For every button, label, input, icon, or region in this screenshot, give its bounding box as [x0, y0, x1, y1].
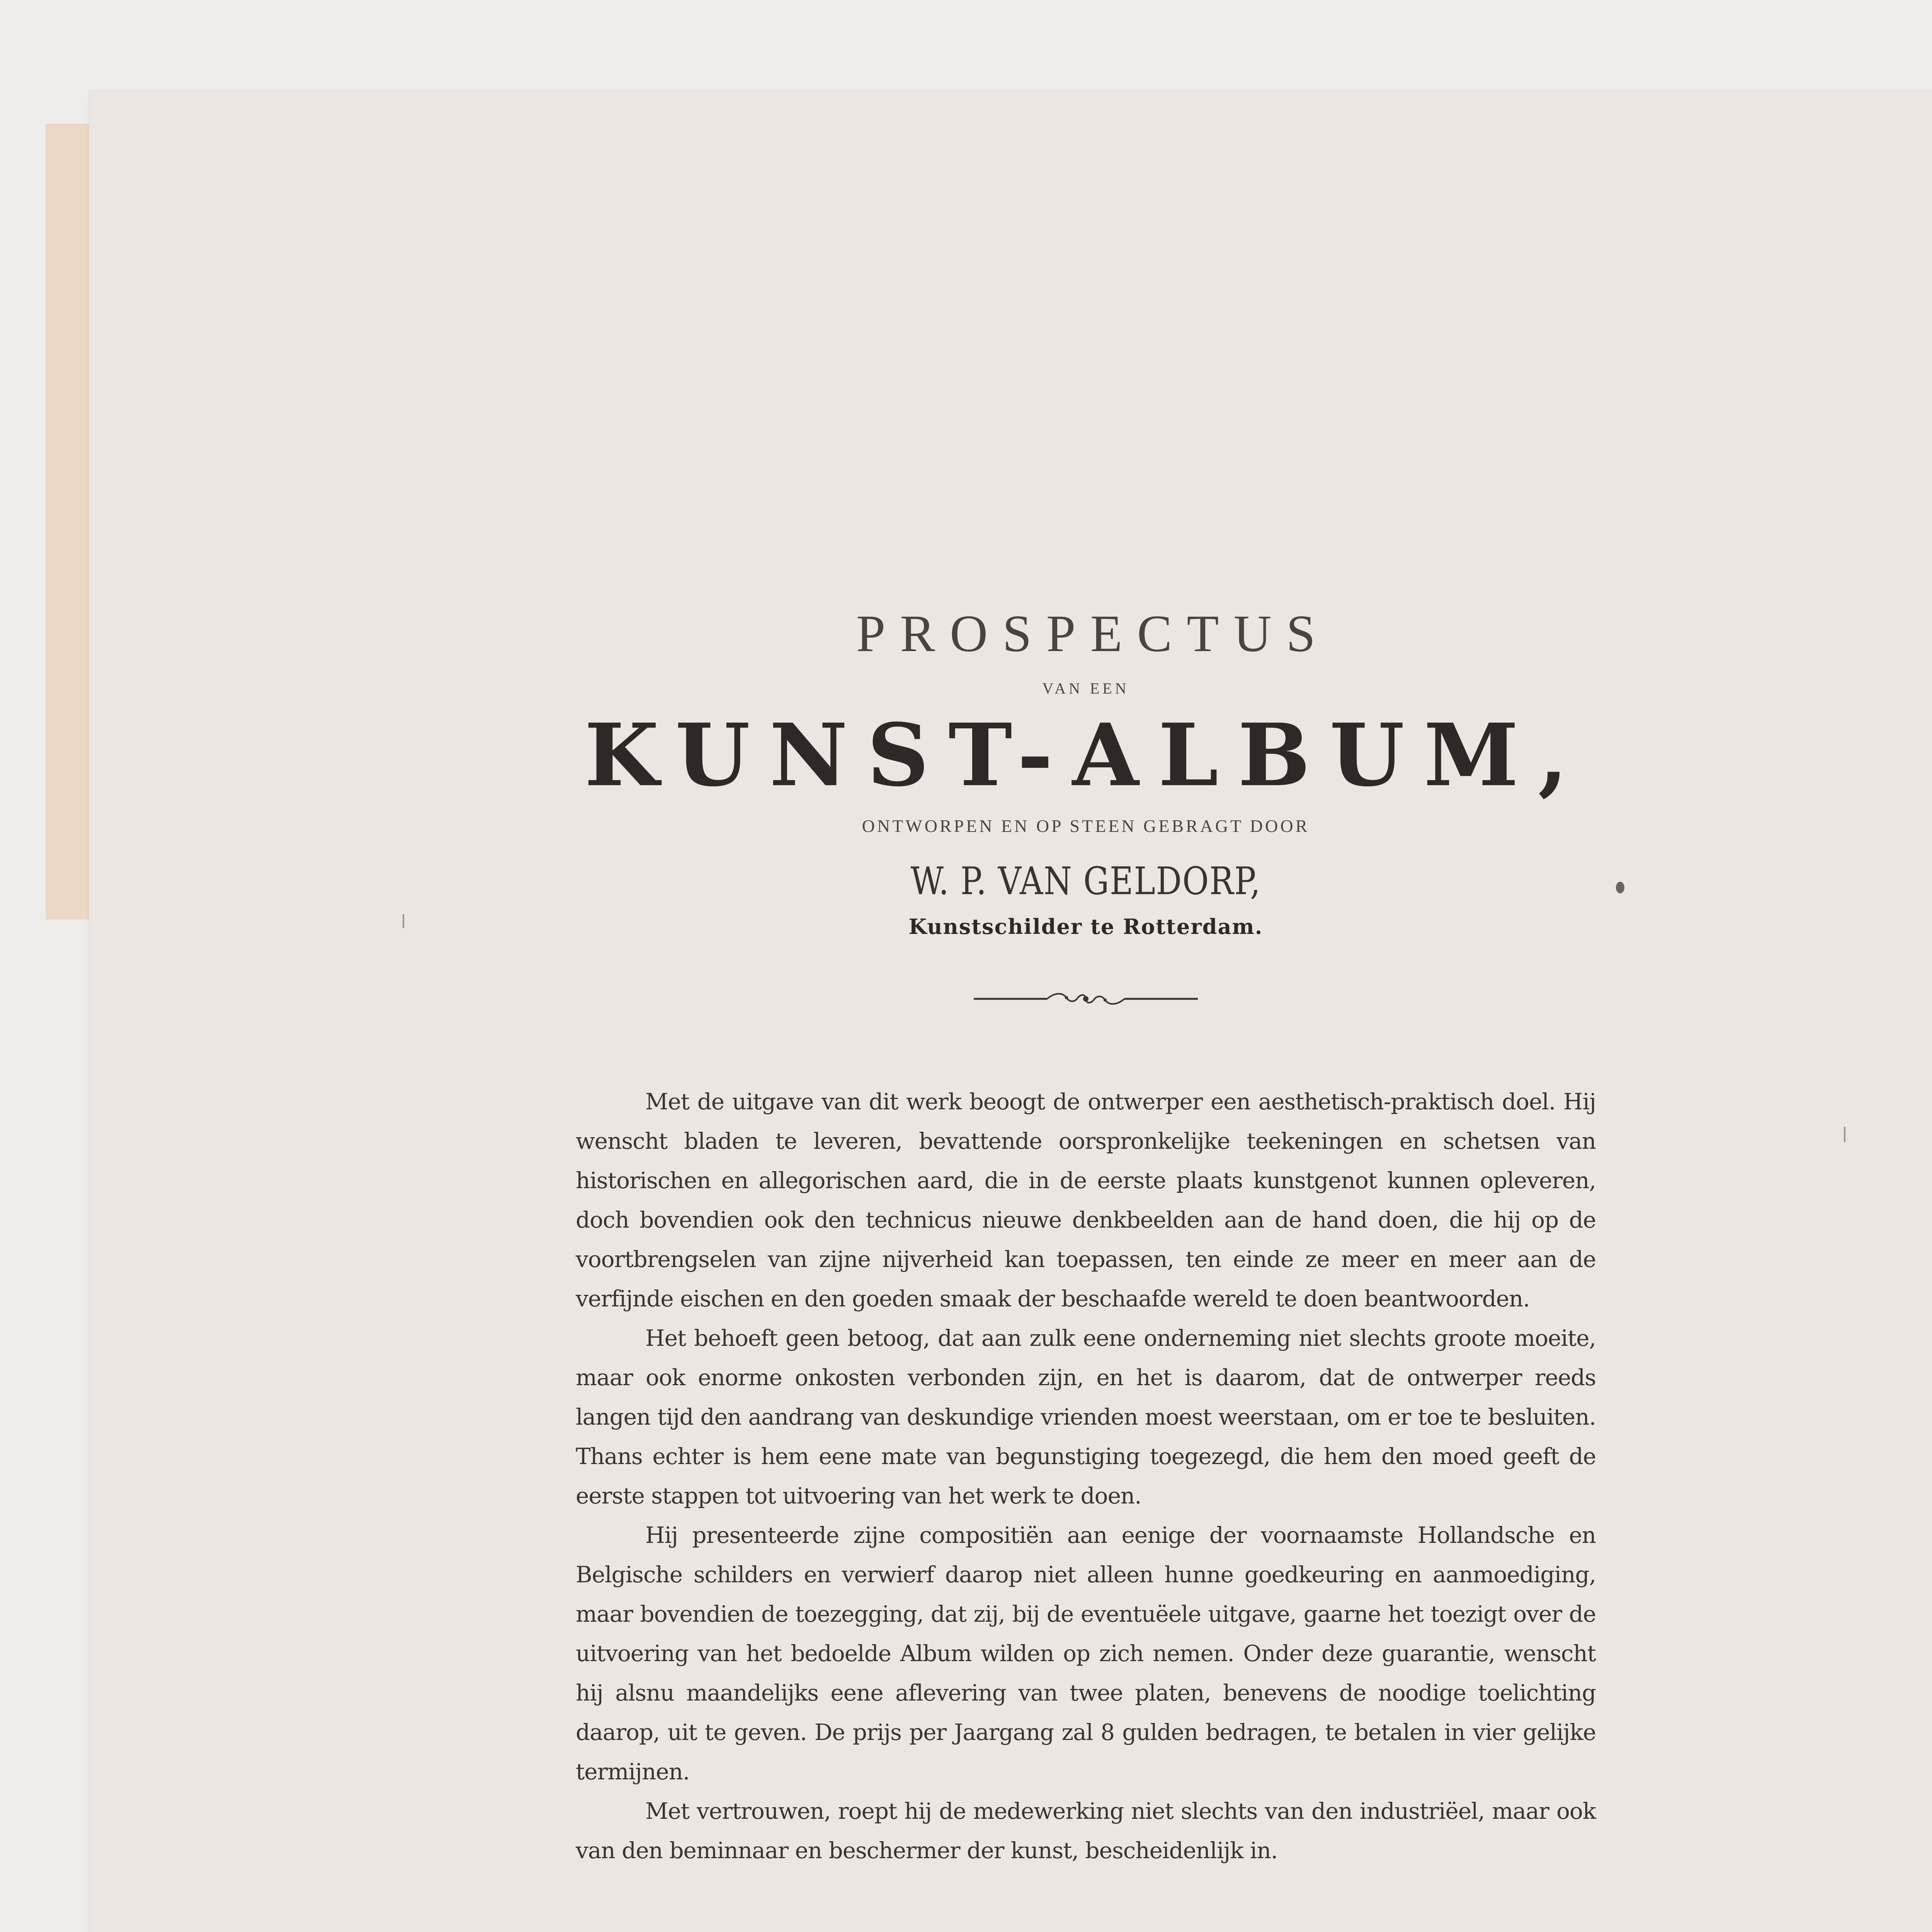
flourish-divider-icon	[970, 989, 1202, 1009]
prospectus-body	[576, 1082, 1596, 1870]
author-name: W. P. VAN GELDORP,	[910, 859, 1261, 903]
body-paragraph: Met vertrouwen, roept hij de medewerking niet slechts van den industriëel, maar ook van den beminnaar en beschermer der kunst, bescheidenlijk in.	[576, 1798, 1596, 1864]
ink-speck	[1616, 882, 1624, 893]
designed-by-line: ONTWORPEN EN OP STEEN GEBRAGT DOOR	[862, 816, 1310, 836]
headline: KUNST-ALBUM,	[584, 705, 1587, 806]
author-role: Kunstschilder te Rotterdam.	[908, 914, 1263, 939]
body-paragraph: Met de uitgave van dit werk beoogt de ontwerper een aesthetisch-praktisch doel. Hij wenscht bladen te leveren, bevattende oorspronkelijke teekeningen en schetsen van historischen en allegorischen aard, die in de eerste plaats kunstgenot kunnen opleveren, doch bovendien ook den technicus nieuwe denkbeelden aan de hand doen, die hij op de voortbrengselen van zijne nijverheid kan toepassen, ten einde ze meer en meer aan de verfijnde eischen en den goeden smaak der beschaafde wereld te doen beantwoorden.	[576, 1088, 1596, 1312]
prospectus-content	[576, 603, 1596, 1932]
ornamental-divider	[576, 989, 1596, 1009]
document-subtitle: VAN EEN	[1042, 680, 1129, 697]
paper-mark	[403, 914, 404, 928]
document-title: PROSPECTUS	[856, 605, 1330, 663]
body-paragraph: Het behoeft geen betoog, dat aan zulk eene onderneming niet slechts groote moeite, maar ook enorme onkosten verbonden zijn, en het is daarom, dat de ontwerper reeds langen tijd den aandrang van deskundige vrienden moest weerstaan, om er toe te besluiten. Thans echter is hem eene mate van begunstiging toegezegd, die hem den moed geeft de eerste stappen tot uitvoering van het werk te doen.	[576, 1325, 1596, 1509]
body-paragraph: Hij presenteerde zijne compositiën aan eenige der voornaamste Hollandsche en Belgische schilders en verwierf daarop niet alleen hunne goedkeuring en aanmoediging, maar bovendien de toezegging, dat zij, bij de eventuëele uitgave, gaarne het toezigt over de uitvoering van het bedoelde Album wilden op zich nemen. Onder deze guarantie, wenscht hij alsnu maandelijks eene aflevering van twee platen, benevens de noodige toelichting daarop, uit te geven. De prijs per Jaargang zal 8 gulden bedragen, te betalen in vier gelijke termijnen.	[576, 1522, 1596, 1785]
paper-mark	[1844, 1127, 1845, 1142]
